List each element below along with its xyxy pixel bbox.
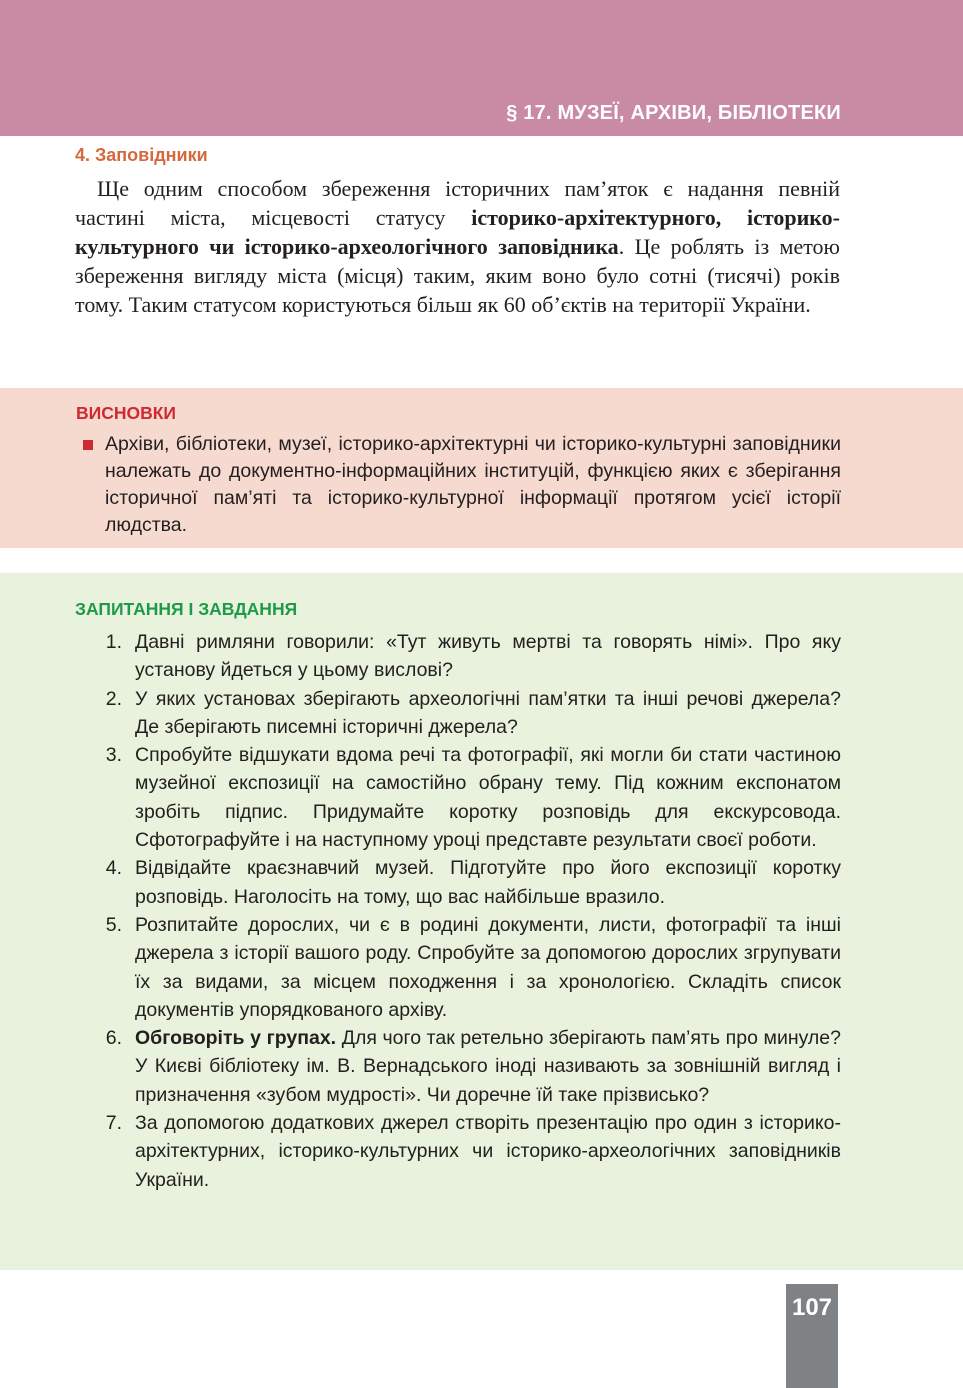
question-text: Розпитайте дорослих, чи є в родині документи, листи, фотографії та інші джерела з історії вашого роду. Спробуйте за допомогою дорослих згрупувати їх за видами, за місцем походження і за хронологією. Складіть список документів упорядкованого архіву. [135, 913, 841, 1021]
paragraph-bold-term: історико-архітектурного, історико-культурного чи історико-археологічного заповідника [75, 205, 841, 259]
question-item [0, 911, 841, 1024]
question-item [0, 1109, 841, 1194]
paragraph-text-start: Ще одним способом збереження історичних пам’яток є надання певній частині міста, місцевості статусу [75, 176, 840, 230]
question-number: 7. [105, 1112, 122, 1135]
question-number: 6. [105, 1027, 122, 1050]
section-heading: 4. Заповідники [75, 145, 208, 165]
question-item [0, 741, 841, 854]
question-text: Давні римляни говорили: «Тут живуть мертві та говорять німі». Про яку установу йдеться у цьому вислові? [135, 631, 841, 682]
question-text: Відвідайте краєзнавчий музей. Підготуйте про його експозиції коротку розповідь. Наголосіть на тому, що вас найбільше вразило. [135, 857, 841, 908]
question-number: 5. [105, 913, 122, 936]
question-text: Спробуйте відшукати вдома речі та фотографії, які могли би стати частиною музейної експозиції на самостійно обрану тему. Під кожним експонатом зробіть підпис. Придумайте коротку розповідь для екскурсовода. Сфотографуйте і на наступному уроці представте результати своєї роботи. [135, 744, 841, 852]
conclusions-text: Архіви, бібліотеки, музеї, історико-архітектурні чи історико-культурні заповідники належать до документно-інформаційних інституцій, функцією яких є зберігання історичної пам’яті та історико-культурної інформації протягом усієї історії людства. [105, 433, 841, 536]
questions-title: ЗАПИТАННЯ І ЗАВДАННЯ [75, 599, 298, 619]
questions-box [0, 573, 963, 1270]
chapter-title: § 17. МУЗЕЇ, АРХІВИ, БІБЛІОТЕКИ [506, 102, 841, 124]
question-item [0, 628, 841, 685]
page-number: 107 [791, 1294, 833, 1321]
header-band [0, 0, 963, 136]
conclusions-box [0, 388, 963, 548]
section-paragraph [75, 174, 840, 319]
question-number: 4. [105, 857, 122, 880]
conclusions-title: ВИСНОВКИ [76, 403, 177, 423]
bullet-square-icon [83, 440, 93, 450]
question-text: За допомогою додаткових джерел створіть презентацію про один з історико-архітектурних, історико-культурних чи історико-археологічних заповідників України. [135, 1112, 841, 1191]
question-number: 1. [105, 631, 122, 653]
question-number: 2. [105, 687, 122, 710]
questions-list [0, 628, 963, 1194]
question-item [0, 1024, 841, 1109]
question-number: 3. [105, 744, 122, 767]
question-bold: Обговоріть у групах. [135, 1027, 337, 1050]
question-text: У яких установах зберігають археологічні пам’ятки та інші речові джерела? Де зберігають писемні історичні джерела? [135, 687, 841, 738]
paragraph-text-end: . Це роблять із метою збереження вигляду міста (місця) таким, яким воно було сотні (тисячі) років тому. Таким статусом користуються більш як 60 об’єктів на території України. [75, 234, 840, 317]
page-number-tab [786, 1284, 838, 1388]
question-text: Для чого так ретельно зберігають пам’ять про минуле? У Києві бібліотеку ім. В. Вернадського іноді називають за зовнішній вигляд і призначення «зубом мудрості». Чи доречне їй таке прізвисько? [135, 1027, 841, 1106]
question-item [0, 685, 841, 742]
question-item [0, 854, 841, 911]
